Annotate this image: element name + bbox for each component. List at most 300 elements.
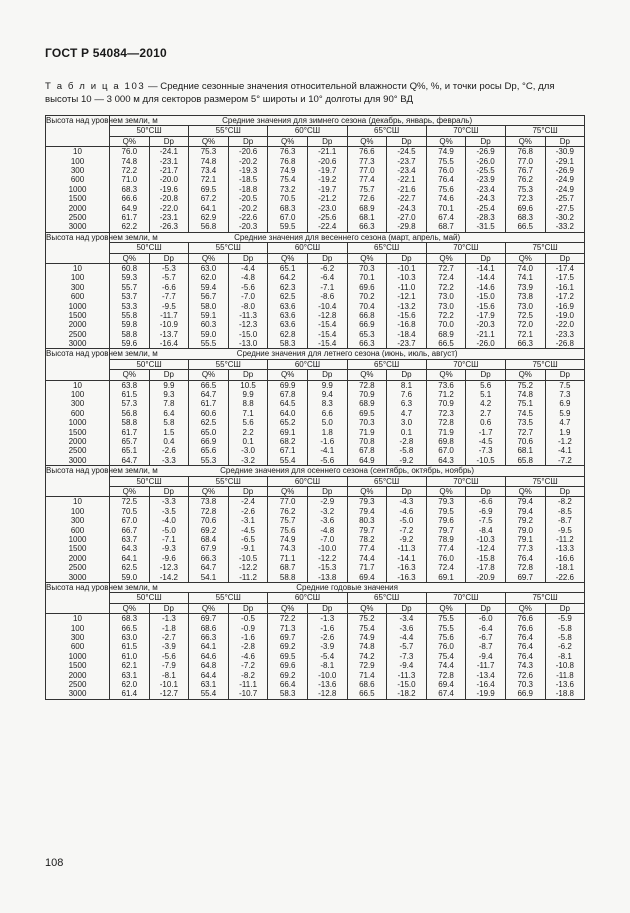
table-cell: -1.7	[478, 427, 493, 437]
humidity-label: Q%	[268, 370, 308, 380]
humidity-column	[189, 147, 229, 233]
table-cell: 75.5	[438, 156, 454, 166]
latitude-header: 75°СШ	[505, 476, 584, 486]
table-cell: -6.6	[161, 282, 176, 292]
humidity-column	[426, 614, 466, 700]
table-cell: 79.4	[517, 506, 534, 516]
table-cell: 75.1	[517, 399, 534, 409]
altitude-value: 3000	[68, 689, 87, 699]
altitude-value: 3000	[68, 455, 87, 465]
table-cell: 68.3	[121, 614, 138, 624]
latitude-header: 70°СШ	[426, 593, 505, 603]
table-cell: 77.4	[359, 175, 375, 185]
table-cell: -14.4	[476, 273, 495, 283]
table-cell: -21.1	[476, 329, 495, 339]
table-cell: 70.9	[359, 390, 375, 400]
table-cell: -9.2	[399, 534, 414, 544]
section-title-row	[46, 232, 585, 242]
humidity-column	[347, 614, 387, 700]
table-cell: 75.7	[279, 516, 296, 526]
table-cell: -24.3	[397, 203, 416, 213]
table-cell: 59.0	[121, 572, 138, 582]
table-cell: -8.0	[241, 301, 255, 311]
table-cell: -5.4	[320, 651, 335, 661]
latitude-header: 60°СШ	[268, 126, 347, 136]
table-cell: 69.4	[438, 679, 454, 689]
altitude-value: 3000	[68, 339, 87, 349]
table-cell: -17.8	[476, 563, 495, 573]
table-cell: 69.1	[438, 572, 454, 582]
humidity-label: Q%	[347, 370, 387, 380]
table-cell: -9.4	[478, 651, 493, 661]
dewpoint-label: Dp	[545, 370, 585, 380]
table-cell: -21.7	[159, 166, 178, 175]
table-caption	[45, 80, 590, 106]
table-cell: -2.4	[241, 497, 255, 507]
table-cell: 71.2	[438, 390, 454, 400]
dewpoint-column	[466, 497, 506, 583]
dewpoint-label: Dp	[387, 487, 427, 497]
table-cell: 76.8	[279, 156, 296, 166]
table-cell: -4.1	[320, 446, 335, 456]
table-cell: 67.4	[438, 212, 454, 222]
table-cell: -13.8	[318, 572, 337, 582]
table-cell: 66.3	[200, 553, 217, 563]
table-cell: 72.7	[517, 427, 534, 437]
table-cell: -8.5	[557, 506, 572, 516]
table-cell: -26.9	[476, 147, 495, 157]
dewpoint-label: Dp	[387, 370, 427, 380]
table-cell: 71.0	[121, 175, 138, 185]
table-cell: 67.9	[200, 544, 217, 554]
table-cell: 67.2	[200, 194, 217, 204]
humidity-column	[268, 380, 308, 466]
table-cell: -11.3	[397, 544, 416, 554]
table-cell: 74.9	[279, 534, 296, 544]
table-cell: 67.8	[359, 446, 375, 456]
latitude-header: 55°СШ	[189, 126, 268, 136]
dewpoint-column	[228, 263, 268, 349]
table-cell: 72.6	[517, 670, 534, 680]
table-cell: 65.1	[279, 263, 296, 273]
table-cell: -14.1	[397, 553, 416, 563]
table-cell: 68.1	[517, 446, 534, 456]
table-cell: 79.3	[438, 497, 454, 507]
table-cell: 76.4	[517, 651, 534, 661]
table-cell: 66.3	[359, 222, 375, 232]
table-cell: -29.1	[555, 156, 574, 166]
table-cell: 77.4	[438, 544, 454, 554]
table-cell: 69.8	[438, 437, 454, 447]
table-cell: 60.3	[200, 320, 217, 330]
dewpoint-column	[228, 147, 268, 233]
table-cell: 64.9	[359, 455, 375, 465]
table-cell: -19.9	[476, 689, 495, 699]
dewpoint-column	[545, 147, 585, 233]
table-cell: 5.1	[480, 390, 492, 400]
dewpoint-column	[387, 497, 427, 583]
dewpoint-column	[149, 263, 189, 349]
table-cell: 68.7	[438, 222, 454, 232]
table-cell: -20.3	[238, 222, 258, 232]
humidity-label: Q%	[268, 253, 308, 263]
parameter-row	[46, 603, 585, 613]
table-cell: -12.3	[238, 320, 258, 330]
table-cell: 69.5	[200, 184, 217, 194]
table-cell: 66.5	[121, 623, 138, 633]
table-cell: 71.9	[438, 427, 454, 437]
table-cell: -3.3	[161, 497, 176, 507]
humidity-column	[426, 147, 466, 233]
table-cell: 1.9	[559, 427, 571, 437]
altitude-column	[46, 147, 110, 233]
altitude-value: 2000	[68, 437, 87, 447]
table-cell: 68.1	[359, 212, 375, 222]
table-cell: 75.5	[438, 614, 454, 624]
table-cell: -7.0	[320, 534, 335, 544]
table-cell: 2.7	[480, 408, 492, 418]
dewpoint-column	[149, 147, 189, 233]
latitude-header: 50°СШ	[110, 126, 189, 136]
table-cell: -5.7	[399, 642, 414, 652]
table-cell: 68.9	[359, 203, 375, 213]
table-cell: -10.3	[476, 534, 495, 544]
section-title-row	[46, 116, 585, 126]
table-cell: 70.2	[359, 292, 375, 302]
table-cell: -4.1	[557, 446, 572, 456]
humidity-label: Q%	[505, 370, 545, 380]
table-cell: 67.4	[438, 689, 454, 699]
dewpoint-label: Dp	[228, 487, 268, 497]
dewpoint-column	[545, 497, 585, 583]
table-cell: -6.4	[478, 623, 493, 633]
table-cell: 64.1	[200, 642, 217, 652]
table-cell: -13.6	[318, 679, 337, 689]
table-cell: 69.7	[279, 632, 296, 642]
table-cell: -9.5	[161, 301, 176, 311]
data-block	[46, 147, 585, 233]
table-cell: -12.8	[318, 689, 337, 699]
table-cell: 62.5	[200, 418, 217, 428]
table-cell: 56.8	[200, 222, 217, 232]
humidity-label: Q%	[268, 136, 308, 146]
table-cell: 59.8	[121, 320, 138, 330]
table-cell: -18.1	[555, 563, 574, 573]
table-cell: -22.4	[318, 222, 337, 232]
table-cell: -7.2	[241, 661, 255, 671]
altitude-value: 2500	[68, 446, 87, 456]
table-cell: 77.4	[359, 544, 375, 554]
table-cell: -20.0	[159, 175, 178, 185]
table-cell: 77.0	[517, 156, 534, 166]
altitude-value: 100	[70, 273, 85, 283]
table-cell: -29.8	[397, 222, 416, 232]
table-cell: -10.1	[397, 263, 416, 273]
table-cell: 74.8	[200, 156, 217, 166]
table-cell: 62.5	[121, 563, 138, 573]
table-cell: -0.9	[241, 623, 255, 633]
humidity-column	[110, 380, 150, 466]
table-cell: 9.4	[321, 390, 333, 400]
humidity-label: Q%	[426, 253, 466, 263]
altitude-value: 10	[73, 380, 82, 390]
table-cell: -5.0	[161, 525, 176, 535]
dewpoint-label: Dp	[149, 136, 189, 146]
table-cell: -7.5	[478, 516, 493, 526]
table-cell: -11.1	[239, 679, 257, 689]
table-cell: -19.6	[159, 184, 178, 194]
table-cell: -17.4	[555, 263, 574, 273]
dewpoint-column	[466, 380, 506, 466]
table-cell: 75.3	[517, 184, 534, 194]
table-cell: 76.6	[517, 614, 534, 624]
table-cell: 74.9	[359, 632, 375, 642]
humidity-column	[505, 380, 545, 466]
table-cell: -5.9	[557, 614, 572, 624]
table-cell: 64.3	[438, 455, 454, 465]
table-cell: 73.8	[517, 292, 534, 302]
table-cell: -3.9	[161, 642, 176, 652]
table-cell: 73.5	[517, 418, 534, 428]
table-cell: 68.3	[517, 212, 534, 222]
table-cell: -25.4	[476, 203, 495, 213]
table-cell: 55.7	[121, 282, 138, 292]
table-cell: 79.2	[517, 516, 534, 526]
table-cell: -20.2	[238, 203, 258, 213]
altitude-header: Высота над уровнем земли, м	[46, 582, 110, 613]
table-cell: -11.2	[239, 572, 257, 582]
table-cell: 75.2	[359, 614, 375, 624]
table-cell: 70.1	[359, 273, 375, 283]
table-cell: -7.3	[478, 446, 493, 456]
document-header: ГОСТ Р 54084—2010	[45, 46, 167, 60]
table-cell: 74.6	[438, 194, 454, 204]
table-cell: 69.9	[279, 380, 296, 390]
table-cell: -1.6	[241, 632, 255, 642]
table-cell: 79.0	[517, 525, 534, 535]
caption-text: — Средние сезонные значения относительной влажности Q%, %, и точки росы Dp, °С, для высоты 10 — 3 000 м для секторов размером 5° широты и 10° долготы для 90° ВД	[45, 81, 555, 105]
table-cell: -4.5	[478, 437, 493, 447]
table-cell: -16.1	[555, 282, 574, 292]
table-cell: 66.9	[517, 689, 534, 699]
table-cell: -6.6	[478, 497, 493, 507]
table-cell: -1.2	[557, 437, 572, 447]
table-cell: 77.0	[279, 497, 296, 507]
table-cell: 72.1	[200, 175, 217, 185]
humidity-column	[189, 497, 229, 583]
table-cell: 66.8	[359, 310, 375, 320]
table-cell: -3.3	[161, 455, 176, 465]
table-cell: 75.4	[438, 651, 454, 661]
table-cell: -2.8	[241, 642, 255, 652]
table-cell: -10.5	[476, 455, 495, 465]
table-cell: 65.0	[200, 427, 217, 437]
table-cell: -3.6	[320, 516, 335, 526]
table-cell: 67.8	[279, 390, 296, 400]
table-cell: 68.2	[279, 437, 296, 447]
table-cell: 65.3	[359, 329, 375, 339]
table-cell: -30.2	[555, 212, 574, 222]
table-cell: 72.8	[438, 418, 454, 428]
altitude-value: 1000	[68, 651, 87, 661]
altitude-value: 2500	[68, 563, 87, 573]
table-cell: 72.2	[121, 166, 138, 175]
table-cell: -16.9	[555, 301, 574, 311]
table-cell: 66.7	[121, 525, 138, 535]
altitude-value: 10	[73, 497, 82, 507]
altitude-value: 1000	[68, 418, 87, 428]
dewpoint-column	[228, 614, 268, 700]
table-cell: -10.7	[238, 689, 258, 699]
latitude-header: 75°СШ	[505, 593, 584, 603]
table-cell: 10.5	[240, 380, 256, 390]
humidity-label: Q%	[347, 136, 387, 146]
table-cell: -22.1	[397, 175, 416, 185]
table-cell: -8.2	[557, 497, 572, 507]
dewpoint-label: Dp	[228, 603, 268, 613]
dewpoint-label: Dp	[307, 253, 347, 263]
latitude-row	[46, 476, 585, 486]
table-cell: -17.5	[555, 273, 574, 283]
table-cell: 9.9	[163, 380, 175, 390]
table-cell: 72.0	[517, 320, 534, 330]
table-cell: -6.5	[241, 534, 255, 544]
latitude-header: 75°СШ	[505, 359, 584, 369]
dewpoint-label: Dp	[466, 136, 506, 146]
humidity-column	[268, 263, 308, 349]
table-cell: -8.1	[161, 670, 176, 680]
table-cell: -20.8	[159, 194, 178, 204]
table-cell: 75.5	[438, 623, 454, 633]
table-cell: 66.5	[200, 380, 217, 390]
table-cell: -7.1	[161, 534, 176, 544]
table-cell: -8.7	[478, 642, 493, 652]
humidity-column	[505, 497, 545, 583]
humidity-label: Q%	[110, 487, 150, 497]
table-cell: 64.1	[121, 553, 138, 563]
humidity-label: Q%	[426, 370, 466, 380]
table-cell: -6.0	[478, 614, 493, 624]
table-cell: 73.4	[200, 166, 217, 175]
table-cell: -3.9	[320, 642, 335, 652]
dewpoint-label: Dp	[307, 136, 347, 146]
table-cell: 8.1	[400, 380, 413, 390]
table-cell: -4.8	[320, 525, 335, 535]
table-cell: 72.2	[438, 282, 454, 292]
table-cell: -14.6	[476, 282, 495, 292]
table-cell: 73.6	[438, 380, 454, 390]
dewpoint-label: Dp	[466, 370, 506, 380]
table-cell: -3.1	[241, 516, 255, 526]
table-cell: -16.4	[476, 679, 495, 689]
table-cell: -15.4	[318, 329, 337, 339]
table-cell: 53.7	[121, 292, 138, 302]
table-cell: -19.0	[555, 310, 574, 320]
humidity-column	[347, 497, 387, 583]
table-cell: -22.7	[397, 194, 416, 204]
table-cell: -4.4	[241, 263, 255, 273]
table-cell: 64.5	[279, 399, 296, 409]
table-cell: -2.8	[399, 437, 414, 447]
table-cell: -7.0	[241, 292, 255, 302]
table-cell: -10.3	[397, 273, 416, 283]
table-cell: 62.8	[279, 329, 296, 339]
altitude-value: 1500	[68, 310, 87, 320]
table-cell: 6.9	[559, 399, 571, 409]
altitude-value: 600	[70, 642, 85, 652]
dewpoint-label: Dp	[387, 253, 427, 263]
table-cell: 79.4	[359, 506, 375, 516]
table-cell: -1.3	[320, 614, 335, 624]
table-cell: 76.0	[438, 642, 454, 652]
dewpoint-label: Dp	[149, 370, 189, 380]
table-cell: -5.3	[161, 263, 176, 273]
table-cell: -7.2	[557, 455, 572, 465]
table-cell: 68.6	[200, 623, 217, 633]
table-cell: -11.3	[397, 670, 416, 680]
caption-prefix: Т а б л и ц а 103	[45, 81, 146, 92]
table-cell: 6.4	[163, 408, 175, 418]
table-cell: 59.3	[121, 273, 138, 283]
latitude-header: 50°СШ	[110, 593, 189, 603]
dewpoint-column	[307, 614, 347, 700]
table-cell: 0.6	[480, 418, 492, 428]
table-cell: 7.3	[559, 390, 571, 400]
table-cell: 69.7	[200, 614, 217, 624]
table-cell: 66.5	[517, 222, 534, 232]
table-cell: 74.3	[279, 544, 296, 554]
table-cell: 72.5	[121, 497, 138, 507]
season-title: Средние годовые значения	[110, 582, 585, 592]
altitude-value: 3000	[68, 222, 87, 232]
table-cell: 76.4	[517, 553, 534, 563]
table-cell: 73.0	[438, 301, 454, 311]
latitude-header: 70°СШ	[426, 359, 505, 369]
table-cell: 70.8	[359, 437, 375, 447]
latitude-row	[46, 126, 585, 136]
table-cell: 72.8	[517, 563, 534, 573]
table-cell: 70.5	[279, 194, 296, 204]
dewpoint-column	[228, 380, 268, 466]
latitude-header: 75°СШ	[505, 126, 584, 136]
altitude-column	[46, 380, 110, 466]
table-cell: -26.0	[476, 156, 495, 166]
table-cell: -10.1	[159, 679, 178, 689]
dewpoint-column	[466, 147, 506, 233]
dewpoint-column	[387, 380, 427, 466]
table-cell: -5.8	[557, 632, 572, 642]
table-cell: -30.9	[555, 147, 574, 157]
latitude-header: 50°СШ	[110, 359, 189, 369]
altitude-value: 600	[70, 408, 85, 418]
table-cell: 79.1	[517, 534, 534, 544]
dewpoint-column	[149, 497, 189, 583]
table-cell: -15.8	[476, 553, 495, 563]
table-cell: -25.6	[318, 212, 337, 222]
table-cell: 64.9	[121, 203, 138, 213]
table-cell: -11.3	[239, 310, 257, 320]
table-cell: 71.3	[279, 623, 296, 633]
humidity-column	[189, 614, 229, 700]
table-cell: -27.5	[555, 203, 574, 213]
table-cell: 69.5	[359, 408, 375, 418]
latitude-header: 55°СШ	[189, 243, 268, 253]
table-cell: 58.8	[121, 329, 138, 339]
table-cell: -15.4	[318, 339, 337, 349]
table-cell: -12.7	[159, 689, 178, 699]
table-cell: 69.6	[279, 661, 296, 671]
table-cell: -11.2	[556, 534, 574, 544]
